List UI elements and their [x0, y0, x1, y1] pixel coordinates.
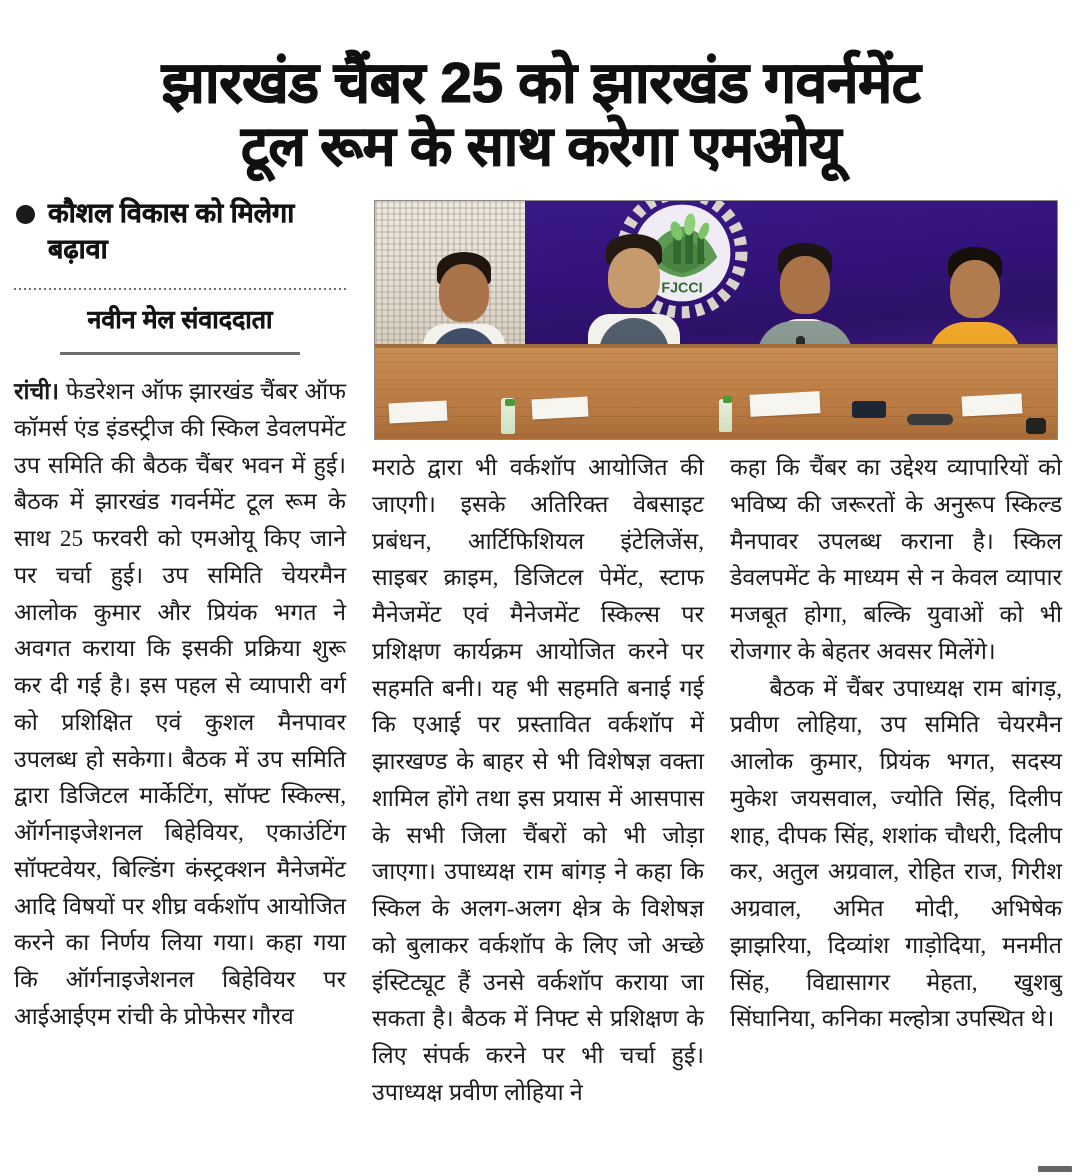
paragraph: रांची। फेडरेशन ऑफ झारखंड चैंबर ऑफ कॉमर्स एंड इंडस्ट्रीज की स्किल डेवलपमेंट उप समिति की बैठक चैंबर भवन में हुई। बैठक में झारखंड गवर्नमेंट टूल रूम के साथ 25 फरवरी को एमओयू किए जाने पर चर्चा हुई। उप समिति चेयरमैन आलोक कुमार और प्रियंक भगत ने अवगत कराया कि इसकी प्रक्रिया शुरू कर दी गई है। इस पहल से व्यापारी वर्ग को प्रशिक्षित एवं कुशल मैनपावर उपलब्ध हो सकेगा। बैठक में उप समिति द्वारा डिजिटल मार्केटिंग, सॉफ्ट स्किल्स, ऑर्गनाइजेशनल बिहेवियर, एकाउंटिंग सॉफ्टवेयर, बिल्डिंग कंस्ट्रक्शन मैनेजमेंट आदि विषयों पर शीघ्र वर्कशॉप आयोजित करने का निर्णय लिया गया। कहा गया कि ऑर्गनाइजेशनल बिहेवियर पर आईआईएम रांची के प्रोफेसर गौरव	[14, 379, 346, 1031]
byline-divider	[60, 352, 300, 355]
dateline: रांची।	[14, 379, 60, 405]
headline-line-2: टूल रूम के साथ करेगा एमओयू	[241, 115, 841, 178]
dotted-divider	[14, 288, 346, 290]
article-body	[14, 374, 1066, 1112]
scan-edge-artifact	[1038, 1166, 1072, 1172]
bullet-dot-icon	[16, 205, 35, 224]
kicker-block	[14, 196, 344, 268]
paragraph: बैठक में चैंबर उपाध्यक्ष राम बांगड़, प्रवीण लोहिया, उप समिति चेयरमैन आलोक कुमार, प्रियंक भगत, सदस्य मुकेश जयसवाल, ज्योति सिंह, दिलीप शाह, दीपक सिंह, शशांक चौधरी, दिलीप कर, अतुल अग्रवाल, रोहित राज, गिरीश अग्रवाल, अमित मोदी, अभिषेक झाझरिया, दिव्यांश गाड़ोदिया, मनमीत सिंह, विद्यासागर मेहता, खुशबु सिंघानिया, कनिका मल्होत्रा उपस्थित थे।	[730, 675, 1062, 1033]
logo-text: FJCCI	[661, 280, 703, 297]
page-headline	[18, 52, 1064, 177]
kicker-text-wrap	[14, 196, 344, 268]
column-3	[730, 374, 1062, 1112]
kicker-text: कौशल विकास को मिलेगा बढ़ावा	[48, 198, 295, 264]
byline: नवीन मेल संवाददाता	[87, 306, 273, 334]
column-1	[14, 374, 346, 1112]
headline-line-1: झारखंड चैंबर 25 को झारखंड गवर्नमेंट	[161, 51, 921, 116]
column-2	[372, 374, 704, 1112]
paragraph: मराठे द्वारा भी वर्कशॉप आयोजित की जाएगी। इसके अतिरिक्त वेबसाइट प्रबंधन, आर्टिफिशियल इंटेलिजेंस, साइबर क्राइम, डिजिटल पेमेंट, स्टाफ मैनेजमेंट एवं मैनेजमेंट स्किल्स पर प्रशिक्षण कार्यक्रम आयोजित करने पर सहमति बनी। यह भी सहमति बनाई गई कि एआई पर प्रस्तावित वर्कशॉप में झारखण्ड के बाहर से भी विशेषज्ञ वक्ता शामिल होंगे तथा इस प्रयास में आसपास के सभी जिला चैंबरों को भी जोड़ा जाएगा। उपाध्यक्ष राम बांगड़ ने कहा कि स्किल के अलग-अलग क्षेत्र के विशेषज्ञ को बुलाकर वर्कशॉप के लिए जो अच्छे इंस्टिट्यूट हैं उनसे वर्कशॉप कराया जा सकता है। बैठक में निफ्ट से प्रशिक्षण के लिए संपर्क करने पर भी चर्चा हुई। उपाध्यक्ष प्रवीण लोहिया ने	[372, 455, 704, 1107]
paragraph: कहा कि चैंबर का उद्देश्य व्यापारियों को भविष्य की जरूरतों के अनुरूप स्किल्ड मैनपावर उपलब्ध कराना है। स्किल डेवलपमेंट के माध्यम से न केवल व्यापार मजबूत होगा, बल्कि युवाओं को भी रोजगार के बेहतर अवसर मिलेंगे।	[730, 455, 1062, 665]
